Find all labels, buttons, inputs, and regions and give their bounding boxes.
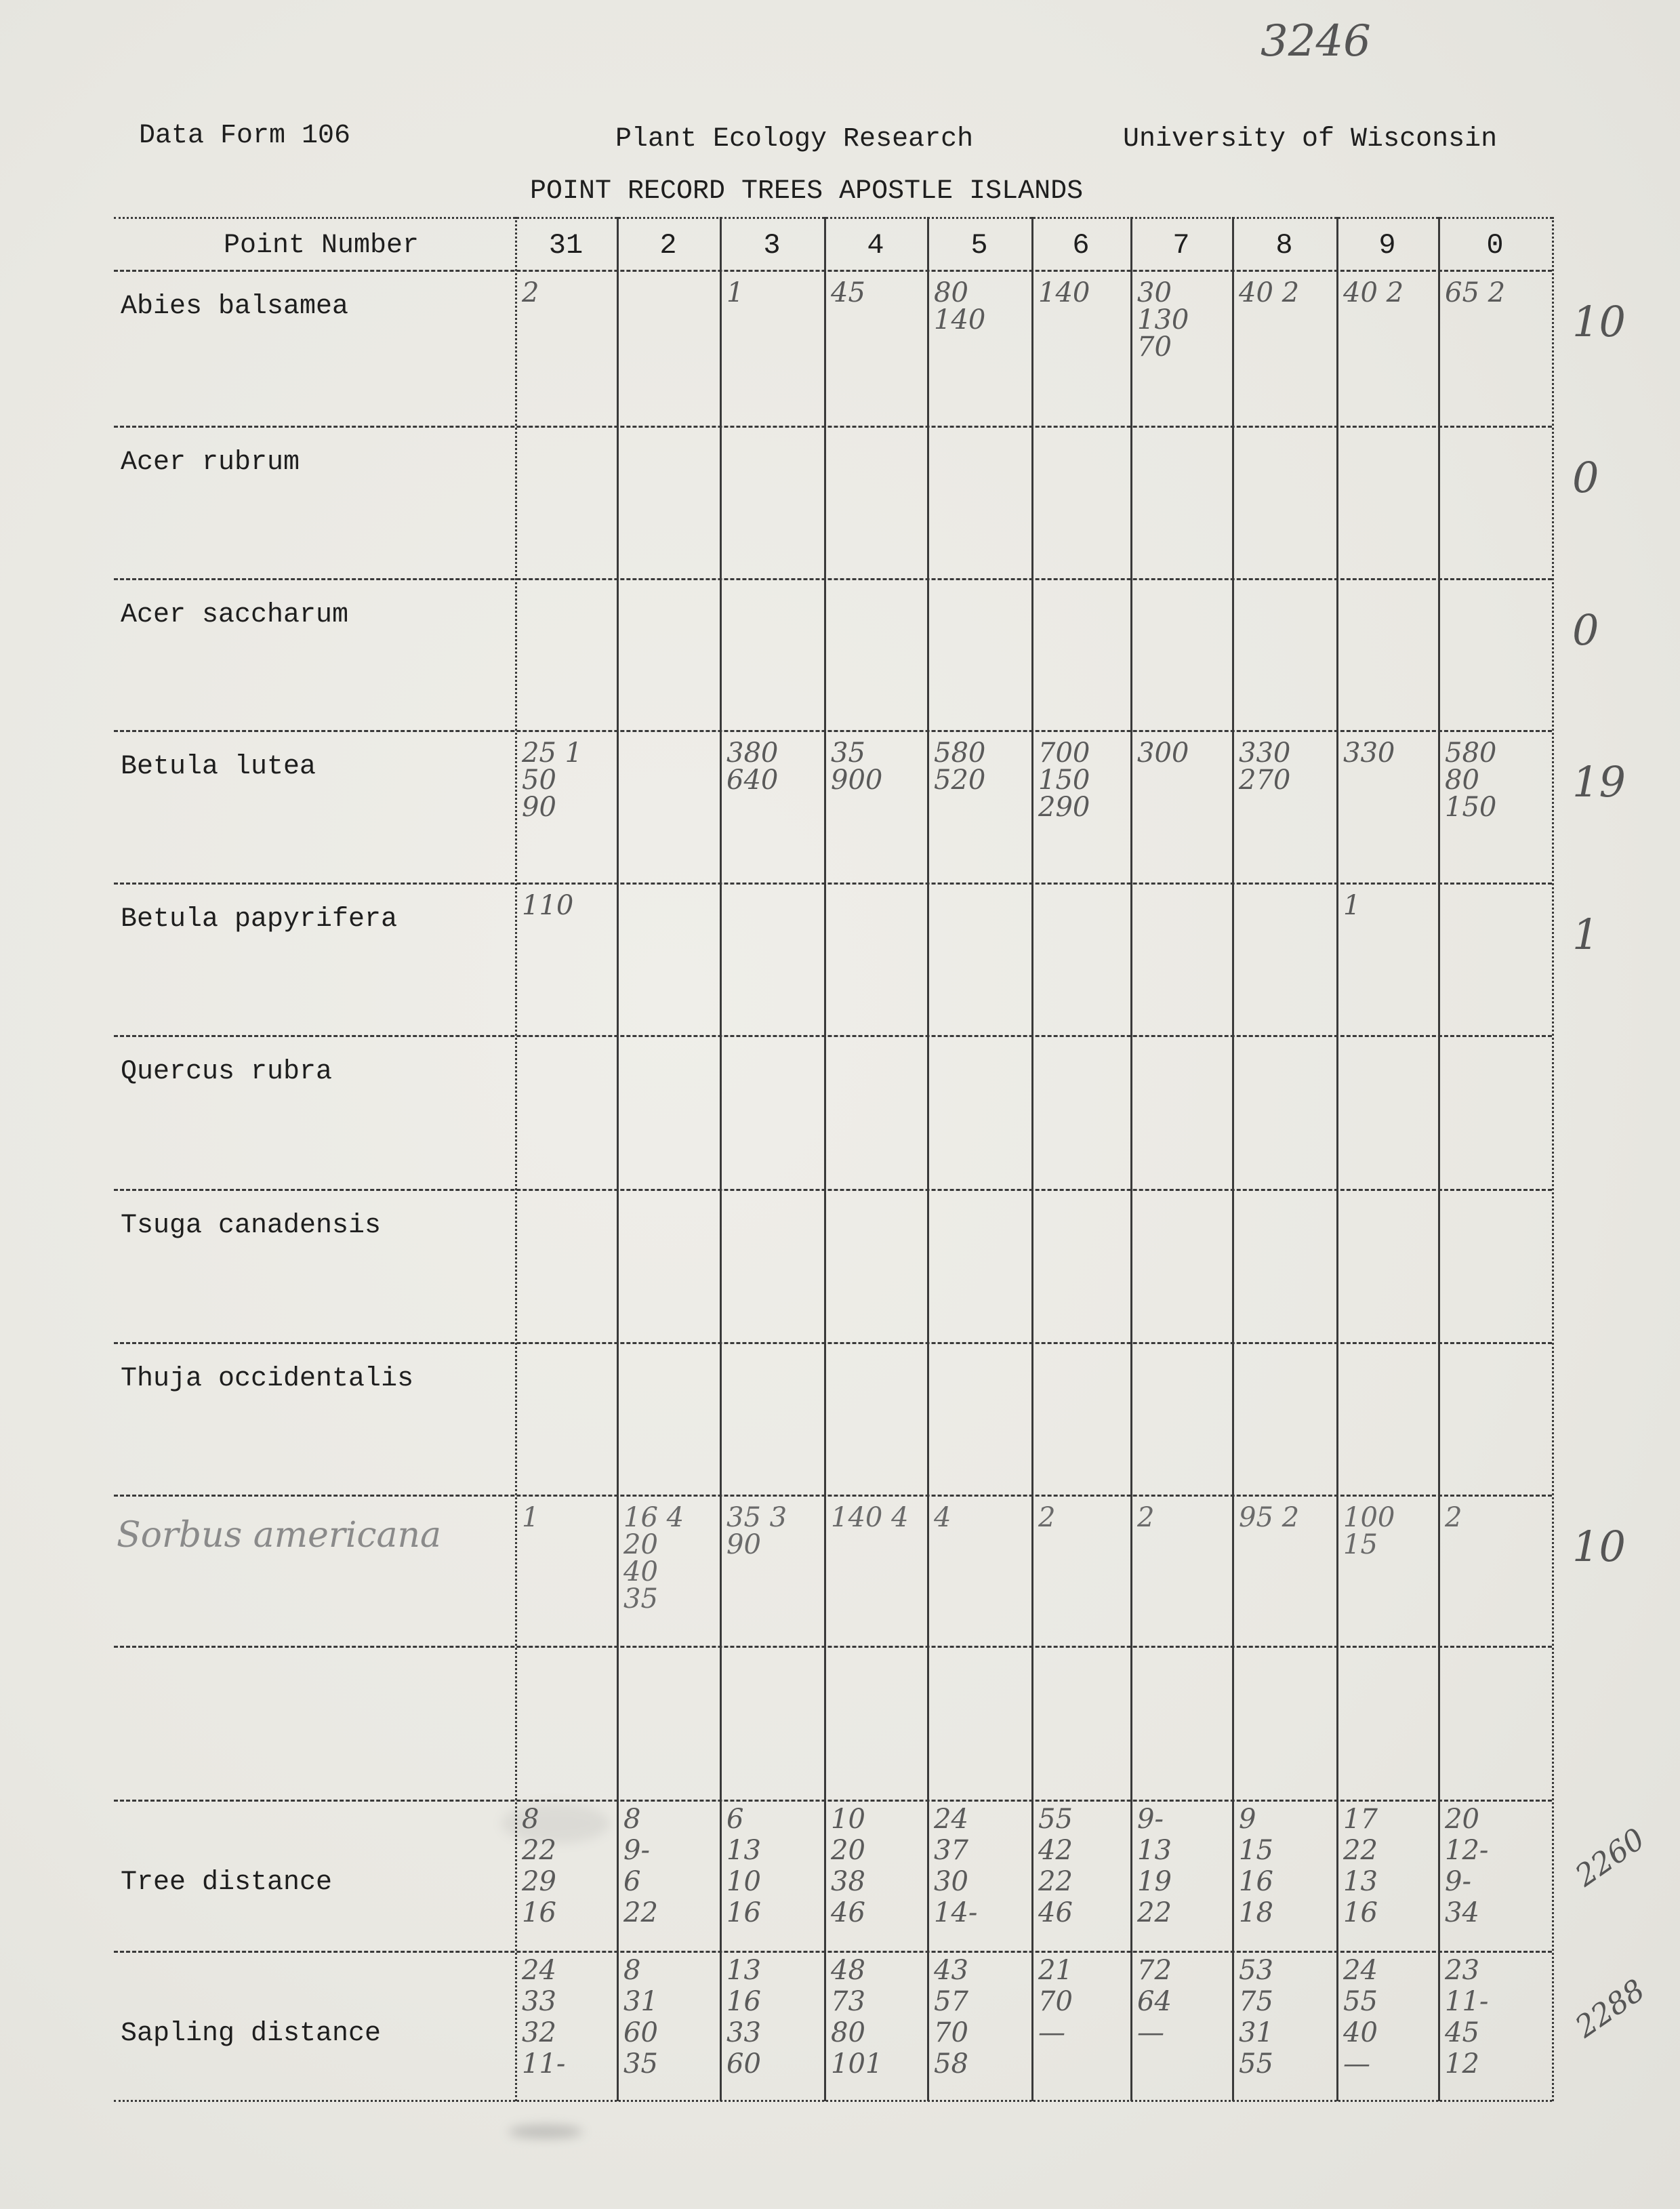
data-cell: 2	[522, 277, 539, 308]
distance-cell: 9- 13 19 22	[1137, 1804, 1172, 1928]
distance-cell: 13 16 33 60	[726, 1955, 761, 2080]
row-total: 0	[1572, 605, 1599, 655]
distance-cell: 24 33 32 11-	[522, 1955, 566, 2080]
grid-column-line	[1438, 217, 1440, 2101]
species-label: Acer rubrum	[121, 447, 300, 478]
grid-column-line	[1232, 217, 1234, 2101]
data-cell: 580 80 150	[1445, 737, 1497, 823]
distance-total: 2260	[1569, 1821, 1652, 1894]
row-total: 1	[1572, 910, 1599, 959]
grid-column-line	[720, 217, 722, 2101]
data-cell: 35 900	[831, 737, 883, 796]
data-cell: 80 140	[934, 277, 986, 336]
point-number-6: 7	[1172, 229, 1190, 262]
data-cell: 300	[1137, 737, 1189, 769]
point-number-5: 6	[1072, 229, 1090, 262]
row-total: 19	[1572, 757, 1626, 807]
data-cell: 40 2	[1239, 277, 1300, 308]
data-cell: 40 2	[1343, 277, 1404, 308]
distance-cell: 43 57 70 58	[934, 1955, 968, 2080]
point-number-9: 0	[1486, 229, 1504, 262]
row-total: 10	[1572, 1522, 1626, 1571]
point-number-7: 8	[1275, 229, 1293, 262]
header-org: University of Wisconsin	[1123, 124, 1498, 155]
point-number-8: 9	[1378, 229, 1396, 262]
grid-row-line	[114, 217, 1552, 219]
grid-row-line	[114, 270, 1552, 272]
data-cell: 1	[726, 277, 744, 308]
point-number-header: Point Number	[224, 230, 419, 261]
data-cell: 2	[1445, 1502, 1462, 1533]
species-label: Tsuga canadensis	[121, 1211, 382, 1241]
data-cell: 700 150 290	[1038, 737, 1090, 823]
grid-row-line	[114, 1951, 1552, 1953]
sapling-distance-label: Sapling distance	[121, 2019, 382, 2049]
grid-row-line	[114, 1800, 1552, 1802]
data-cell: 25 1 50 90	[522, 737, 583, 823]
data-cell: 330 270	[1239, 737, 1291, 796]
data-cell: 110	[522, 890, 574, 921]
distance-cell: 8 31 60 35	[623, 1955, 658, 2080]
point-number-3: 4	[867, 229, 884, 262]
row-total: 0	[1572, 453, 1599, 502]
data-cell: 35 3 90	[726, 1502, 787, 1560]
corner-number: 3246	[1261, 16, 1371, 66]
data-cell: 100 15	[1343, 1502, 1395, 1560]
data-cell: 330	[1343, 737, 1395, 769]
grid-row-line	[114, 1342, 1552, 1344]
grid-row-line	[114, 1646, 1552, 1648]
species-label: Abies balsamea	[121, 291, 349, 322]
grid-row-line	[114, 578, 1552, 580]
species-label: Acer saccharum	[121, 600, 349, 630]
header-center: Plant Ecology Research	[615, 124, 974, 155]
distance-cell: 9 15 16 18	[1239, 1804, 1273, 1928]
grid-row-line	[114, 1035, 1552, 1037]
distance-cell: 8 9- 6 22	[623, 1804, 658, 1928]
species-label: Quercus rubra	[121, 1057, 333, 1087]
data-cell: 65 2	[1445, 277, 1506, 308]
point-number-2: 3	[763, 229, 781, 262]
grid-row-line	[114, 2100, 1552, 2102]
smudge	[508, 2125, 583, 2139]
data-cell: 95 2	[1239, 1502, 1300, 1533]
grid-column-line	[1336, 217, 1338, 2101]
distance-cell: 72 64 —	[1137, 1955, 1172, 2048]
distance-cell: 20 12- 9- 34	[1445, 1804, 1489, 1928]
distance-cell: 53 75 31 55	[1239, 1955, 1273, 2080]
distance-cell: 17 22 13 16	[1343, 1804, 1378, 1928]
distance-cell: 6 13 10 16	[726, 1804, 761, 1928]
grid-row-line	[114, 1189, 1552, 1191]
distance-cell: 23 11- 45 12	[1445, 1955, 1489, 2080]
grid-column-line	[515, 217, 517, 2101]
data-cell: 1	[1343, 890, 1361, 921]
distance-cell: 8 22 29 16	[522, 1804, 556, 1928]
species-label: Sorbus americana	[117, 1515, 441, 1556]
grid-column-line	[927, 217, 929, 2101]
distance-cell: 48 73 80 101	[831, 1955, 883, 2080]
species-label: Betula papyrifera	[121, 904, 398, 935]
species-label: Thuja occidentalis	[121, 1364, 414, 1394]
point-number-0: 31	[548, 229, 583, 262]
data-cell: 140	[1038, 277, 1090, 308]
grid-column-line	[617, 217, 619, 2101]
grid-column-line	[1552, 217, 1554, 2101]
data-cell: 2	[1038, 1502, 1056, 1533]
grid-column-line	[1130, 217, 1132, 2101]
data-cell: 2	[1137, 1502, 1155, 1533]
grid-column-line	[824, 217, 826, 2101]
page-title: POINT RECORD TREES APOSTLE ISLANDS	[530, 176, 1084, 207]
distance-cell: 24 55 40 —	[1343, 1955, 1378, 2080]
grid-row-line	[114, 426, 1552, 428]
tree-distance-label: Tree distance	[121, 1867, 333, 1898]
species-label: Betula lutea	[121, 752, 316, 782]
point-number-1: 2	[659, 229, 677, 262]
distance-cell: 10 20 38 46	[831, 1804, 865, 1928]
distance-total: 2288	[1569, 1972, 1652, 2045]
form-id: Data Form 106	[139, 121, 351, 151]
grid-row-line	[114, 1495, 1552, 1497]
grid-row-line	[114, 883, 1552, 885]
row-total: 10	[1572, 297, 1626, 346]
point-number-4: 5	[970, 229, 988, 262]
data-cell: 30 130 70	[1137, 277, 1189, 363]
data-cell: 1	[522, 1502, 539, 1533]
data-cell: 45	[831, 277, 865, 308]
data-cell: 580 520	[934, 737, 986, 796]
distance-cell: 55 42 22 46	[1038, 1804, 1073, 1928]
grid-column-line	[1031, 217, 1033, 2101]
distance-cell: 21 70 —	[1038, 1955, 1073, 2048]
data-cell: 140 4	[831, 1502, 909, 1533]
grid-row-line	[114, 730, 1552, 732]
data-cell: 16 4 20 40 35	[623, 1502, 684, 1615]
distance-cell: 24 37 30 14-	[934, 1804, 978, 1928]
data-cell: 380 640	[726, 737, 779, 796]
data-cell: 4	[934, 1502, 951, 1533]
